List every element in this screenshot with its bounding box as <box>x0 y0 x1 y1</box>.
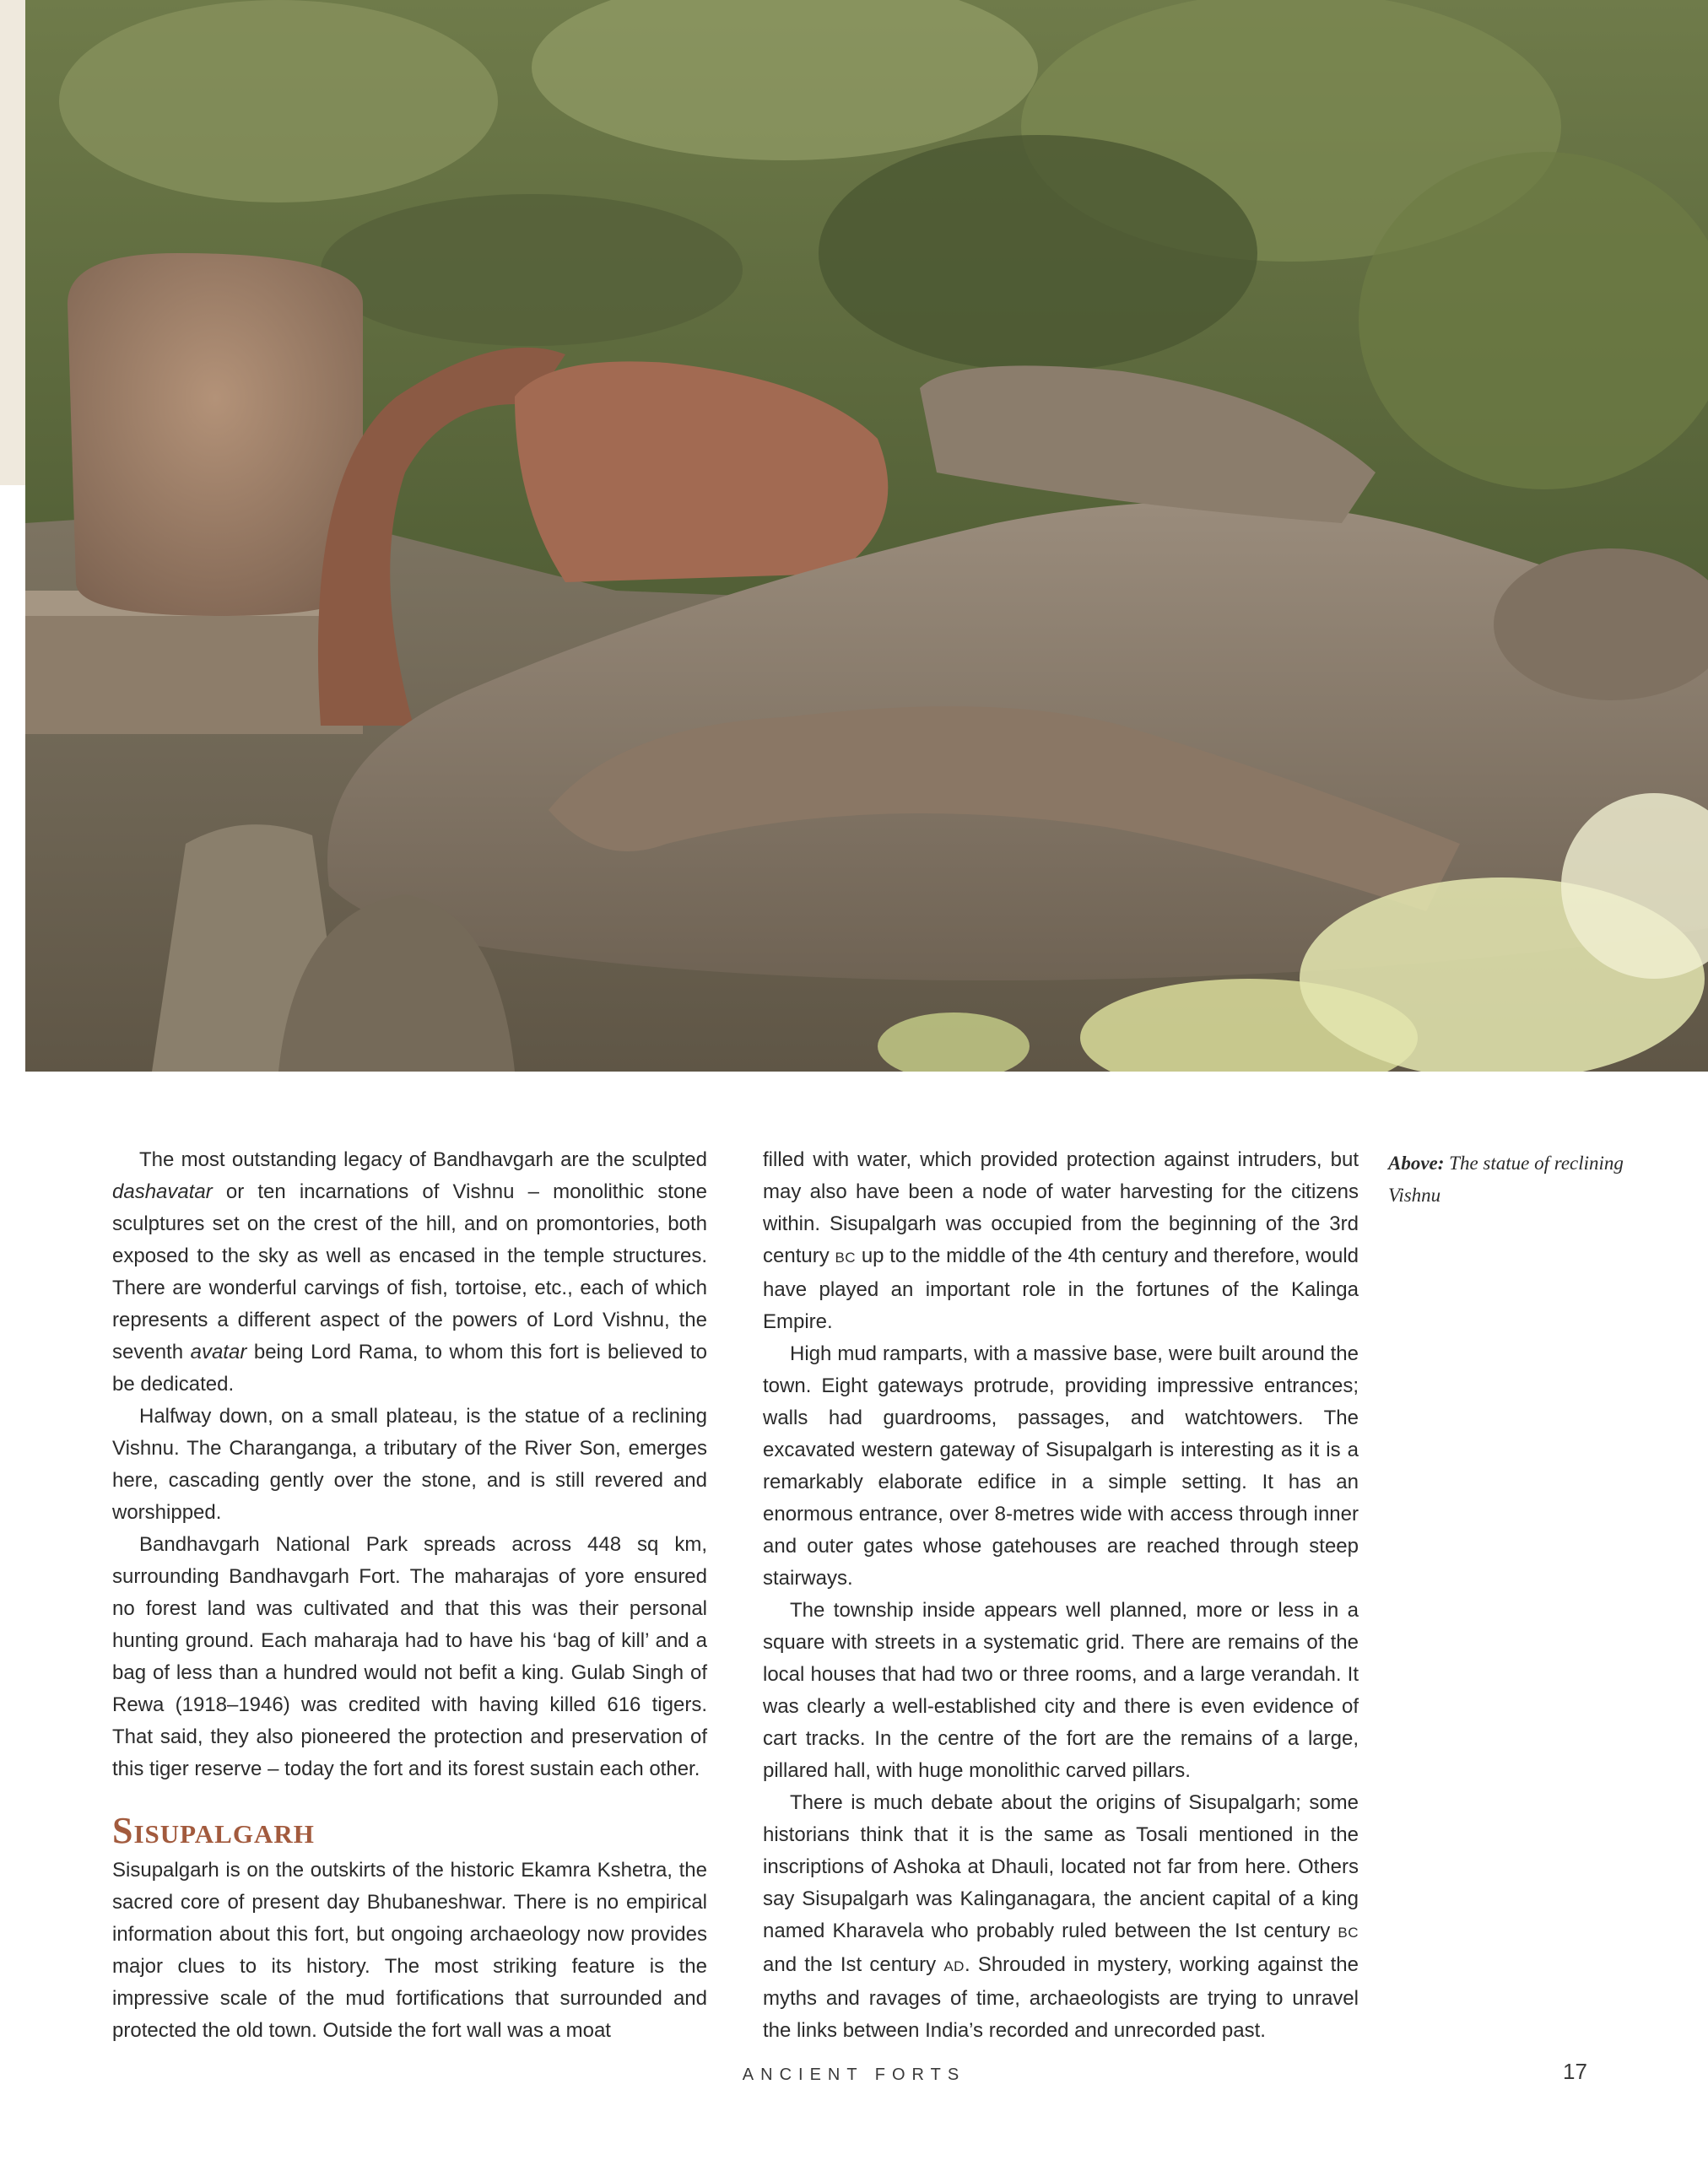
left-paragraph-1: The most outstanding legacy of Bandhavgarh are the sculpted dashavatar or ten incarnations of Vishnu – monolithic stone sculptures set on the crest of the hill, and on promontories, both exposed to the sky as well as encased in the temple structures. There are wonderful carvings of fish, tortoise, etc., each of which represents a different aspect of the powers of Lord Vishnu, the seventh avatar being Lord Rama, to whom this fort is believed to be dedicated. <box>112 1148 707 1396</box>
caption-label: Above: <box>1388 1153 1445 1174</box>
photo-illustration <box>25 0 1708 1072</box>
left-text-column <box>112 1144 707 2047</box>
right-paragraph-2: High mud ramparts, with a massive base, were built around the town. Eight gateways protrude, providing impressive entrances; walls had guardrooms, passages, and watchtowers. The excavated western gateway of Sisupalgarh is interesting as it is a remarkably elaborate edifice in a simple setting. It has an enormous entrance, over 8-metres wide with access through inner and outer gates whose gatehouses are reached through steep stairways. <box>763 1342 1359 1590</box>
right-paragraph-4: There is much debate about the origins of Sisupalgarh; some historians think that it is the same as Tosali mentioned in the inscriptions of Ashoka at Dhauli, located not far from here. Others say Sisupalgarh was Kalinganagara, the ancient capital of a king named Kharavela who probably ruled between the Ist century BC and the Ist century AD. Shrouded in mystery, working against the myths and ravages of time, archaeologists are trying to unravel the links between India’s recorded and unrecorded past. <box>763 1791 1359 2042</box>
right-paragraph-3: The township inside appears well planned, more or less in a square with streets in a systematic grid. There are remains of the local houses that had two or three rooms, and a large verandah. It was clearly a well-established city and there is even evidence of cart tracks. In the centre of the fort are the remains of a large, pillared hall, with huge monolithic carved pillars. <box>763 1599 1359 1782</box>
photo-caption <box>1388 1148 1624 1212</box>
left-paragraph-2: Halfway down, on a small plateau, is the statue of a reclining Vishnu. The Charanganga, a tributary of the River Son, emerges here, cascading gently over the stone, and is still revered and worshipped. <box>112 1405 707 1524</box>
running-footer-title: ANCIENT FORTS <box>742 2066 966 2084</box>
page-number: 17 <box>1563 2059 1587 2084</box>
section-heading-sisupalgarh: Sisupalgarh <box>112 1810 315 1851</box>
page-edge-tab <box>0 0 25 485</box>
right-text-column <box>763 1144 1359 2047</box>
right-paragraph-1: filled with water, which provided protection against intruders, but may also have been a node of water harvesting for the citizens within. Sisupalgarh was occupied from the beginning of the 3rd century BC up to the middle of the 4th century and therefore, would have played an important role in the fortunes of the Kalinga Empire. <box>763 1148 1359 1333</box>
left-paragraph-4: Sisupalgarh is on the outskirts of the historic Ekamra Kshetra, the sacred core of present day Bhubaneshwar. There is no empirical information about this fort, but ongoing archaeology now provides major clues to its history. The most striking feature is the impressive scale of the mud fortifications that surrounded and protected the old town. Outside the fort wall was a moat <box>112 1859 707 2042</box>
caption-text: The statue of reclining Vishnu <box>1388 1153 1624 1206</box>
left-paragraph-3: Bandhavgarh National Park spreads across 448 sq km, surrounding Bandhavgarh Fort. The maharajas of yore ensured no forest land was cultivated and that this was their personal hunting ground. Each maharaja had to have his ‘bag of kill’ and a bag of less than a hundred would not befit a king. Gulab Singh of Rewa (1918–1946) was credited with having killed 616 tigers. That said, they also pioneered the protection and preservation of this tiger reserve – today the fort and its forest sustain each other. <box>112 1533 707 1780</box>
reclining-vishnu-photo <box>25 0 1708 1072</box>
